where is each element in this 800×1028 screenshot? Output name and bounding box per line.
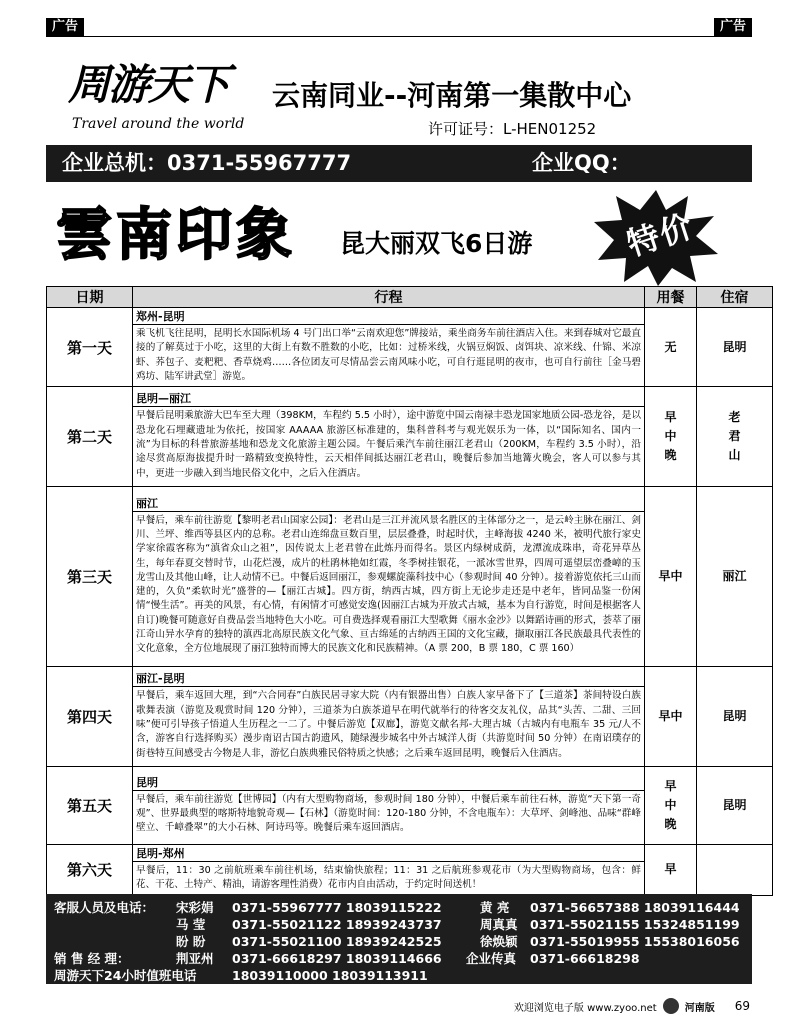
contact-name: 盼 盼 [176,934,206,949]
lodging-cell: 昆明 [697,667,773,767]
route-title: 丽江-昆明 [133,670,644,687]
contact-label: 销 售 经 理： [54,951,130,966]
hotline-qq: 企业QQ：800085860 [532,151,664,212]
contact-name: 黄 亮 [480,900,510,915]
contact-phones: 0371-66618298 [530,951,640,966]
logo-chinese: 周游天下 [68,60,229,109]
route-title: 郑州-昆明 [133,308,644,325]
contact-phones: 18039110000 18039113911 [232,968,428,983]
product-subtitle: 昆大丽双飞6日游 [340,229,533,258]
contact-panel [46,894,752,984]
header-meal: 用餐 [645,287,697,308]
contact-name: 企业传真 [466,951,517,966]
contact-phones: 0371-55021122 18939243737 [232,917,442,932]
brand-logo [68,60,248,144]
lodging-cell: 昆明 [697,308,773,387]
contact-label: 周游天下24小时值班电话 [54,968,197,983]
ad-label-right: 广告 [714,18,752,36]
route-cell [133,767,645,845]
table-row [47,387,773,487]
lodging-cell: 昆明 [697,767,773,845]
meal-cell: 早 中 晚 [645,767,697,845]
route-description: 早餐后，乘车返回大理，到“六合同春”白族民居寻家大院（内有银器出售）白族人家早备下了【三道茶】茶间特设白族歌舞表演（游览及观赏时间 120 分钟），三道茶为白族茶道早在明代就举行的待客交友礼仪，品其“头苦、二甜、三回味”便可引导孩子悟道人生历程之一二了。中餐后游览【双廊】，游览文献名邦-大理古城（古城内有电瓶车 35 元/人不含，游客自行选择购买）漫步南诏古国古韵遗风，随绿漫步城名中外古城洋人街（共游览时间 50 分钟）在南诏璞存的街巷特互间感受古今物是人非，游忆白族典雅民俗特质之快感；之后乘车返回昆明，晚餐后入住酒店。 [136,690,641,759]
contact-name: 宋彩娟 [176,900,214,915]
day-cell: 第六天 [47,845,133,896]
table-row [47,667,773,767]
page-number: 69 [734,999,750,1013]
contact-phones: 0371-55019955 15538016056 [530,934,740,949]
contact-name: 周真真 [480,917,518,932]
hotline-bar [46,145,752,212]
route-cell [133,387,645,487]
table-row [47,487,773,667]
contact-phones: 0371-56657388 18039116444 [530,900,740,915]
product-title: 雲南印象 [56,202,296,268]
brand-slogan: 云南同业--河南第一集散中心 [272,79,632,112]
contact-name: 荆亚州 [176,951,214,966]
header-lodging: 住宿 [697,287,773,308]
logo-english: Travel around the world [72,116,245,132]
contact-phones: 0371-55021100 18939242525 [232,934,442,949]
contact-phones: 0371-55021155 15324851199 [530,917,740,932]
meal-cell: 早 [645,845,697,896]
special-price-badge [592,188,720,288]
route-title: 昆明—丽江 [133,390,644,407]
day-cell: 第二天 [47,387,133,487]
table-row [47,308,773,387]
header-route: 行程 [133,287,645,308]
route-description: 乘飞机飞往昆明，昆明长水国际机场 4 号门出口举“云南欢迎您”牌接站，乘坐商务车前往酒店入住。来到春城对它最直接的了解莫过于小吃，这里的大街上有数不胜数的小吃，比如：过桥米线，火锅豆焖饭、卤饵块、凉米线、什锦、米凉虾、荞包子、麦粑粑、香草烧鸡……各位团友可尽情品尝云南风味小吃，可自行逛昆明的夜市，也可自行前往［金马碧鸡坊、陆军讲武堂］游览。 [136,328,641,382]
route-cell [133,487,645,667]
brand-circle-icon [663,998,679,1014]
footer-edition: 河南版 [684,1002,715,1014]
ad-label-left: 广告 [46,18,84,36]
route-description: 早餐后，乘车前往游览【黎明老君山国家公园】：老君山是三江并流风景名胜区的主体部分之一，是云岭主脉在丽江、剑川、兰坪、维西等县区内的总称。老君山连绵盘亘数百里，层层叠叠，时起时伏，主峰海拔 4240 米，被明代旅行家史学家徐霞客称为“滇省众山之祖”，因传说太上老君曾在此炼丹而得名。景区内绿树成荫，龙潭流成珠串，奇花异草丛生，每年春夏交替时节，山花烂漫，成片的杜鹃林艳如红霞，冬季树挂银花，一派冰雪世界，四周可遥望层峦叠嶂的玉龙雪山及其他山峰，让人动情不已。中餐后返回丽江，参观螺旋藻科技中心（参观时间 40 分钟）。接着游览依托三山而建的，久负“柔软时光”盛誉的—【丽江古城】。四方街，纳西古城，四方街上无论步走还是中老年，皆同品鉴一份闲情“慢生活”。再美的风景，有心情，有闲情才可感觉安逸(因丽江古城为开放式古城，基本为自行游览，时间是根据客人自订)晚餐可随意好自费品尝当地特色大小吃。可自费选择观看丽江大型歌舞《丽水金沙》以舞蹈诗画的形式，荟萃了丽江奇山异水孕育的独特的滇西北高原民族文化气象、亘古绵延的古纳西王国的文化宝藏，撷取丽江各民族最具代表性的文化意象，全方位地展现了丽江独特而博大的民族文化和民族精神。（A 票 200，B 票 180，C 票 160） [136,514,641,655]
contact-phones: 0371-66618297 18039114666 [232,951,442,966]
contact-phones: 0371-55967777 18039115222 [232,900,442,915]
route-title: 昆明-郑州 [133,845,644,862]
top-divider [46,36,752,37]
lodging-cell [697,845,773,896]
meal-cell: 早中 [645,487,697,667]
day-cell: 第三天 [47,487,133,667]
table-row [47,767,773,845]
lodging-cell: 丽江 [697,487,773,667]
table-header-row [47,287,773,308]
meal-cell: 早 中 晚 [645,387,697,487]
route-description: 早餐后，乘车前往游览【世博园】（内有大型购物商场，参观时间 180 分钟），中餐后乘车前往石林，游览“天下第一奇观”、世界最典型的喀斯特地貌奇观—【石林】（游览时间：120-180 分钟，不含电瓶车）：大草坪、剑峰池、品味“群峰壁立、千嶂叠翠”的大小石林、阿诗玛等。晚餐后乘车返回酒店。 [136,793,641,834]
contact-name: 马 莹 [176,917,206,932]
day-cell: 第四天 [47,667,133,767]
day-cell: 第一天 [47,308,133,387]
route-title: 昆明 [133,774,644,791]
route-cell [133,845,645,896]
footer-text: 欢迎浏览电子版 www.zyoo.net [513,1002,657,1014]
route-cell [133,308,645,387]
contact-label: 客服人员及电话： [54,900,155,915]
itinerary-table [46,286,773,896]
page-footer [514,998,750,1014]
day-cell: 第五天 [47,767,133,845]
table-row [47,845,773,896]
hotline-phone: 企业总机：0371-55967777 [62,151,352,175]
meal-cell: 无 [645,308,697,387]
meal-cell: 早中 [645,667,697,767]
license-number: 许可证号：L-HEN01252 [428,120,597,138]
route-title: 丽江 [133,495,644,512]
contact-name: 徐焕颖 [480,934,518,949]
lodging-cell: 老 君 山 [697,387,773,487]
header-date: 日期 [47,287,133,308]
route-description: 早餐后，11：30 之前航班乘车前往机场，结束愉快旅程；11：31 之后航班参观花市（为大型购物商场，包含：鲜花、干花、土特产、精油，请游客理性消费）花市内自由活动，于约定时间送机！ [136,865,641,891]
route-cell [133,667,645,767]
badge-text: 特价 [622,206,699,264]
route-description: 早餐后昆明乘旅游大巴车至大理（398KM，车程约 5.5 小时），途中游览中国云南禄丰恐龙国家地质公园-恐龙谷，是以恐龙化石埋藏遗址为依托，按国家 AAAAA 旅游区标准建的，集科普科考与观光娱乐为一体，以“国际知名、国内一流”为目标的科普旅游基地和恐龙文化旅游主题公园。午餐后乘汽车前往丽江老君山（200KM，车程约 3.5 小时），沿途尽赏高原海拔提升时一路精致变换特性，云天相伴间抵达丽江老君山，晚餐后参加当地篝火晚会，客人可以参与其中，更进一步融入到当地民俗文化中，之后入住酒店。 [136,410,641,479]
